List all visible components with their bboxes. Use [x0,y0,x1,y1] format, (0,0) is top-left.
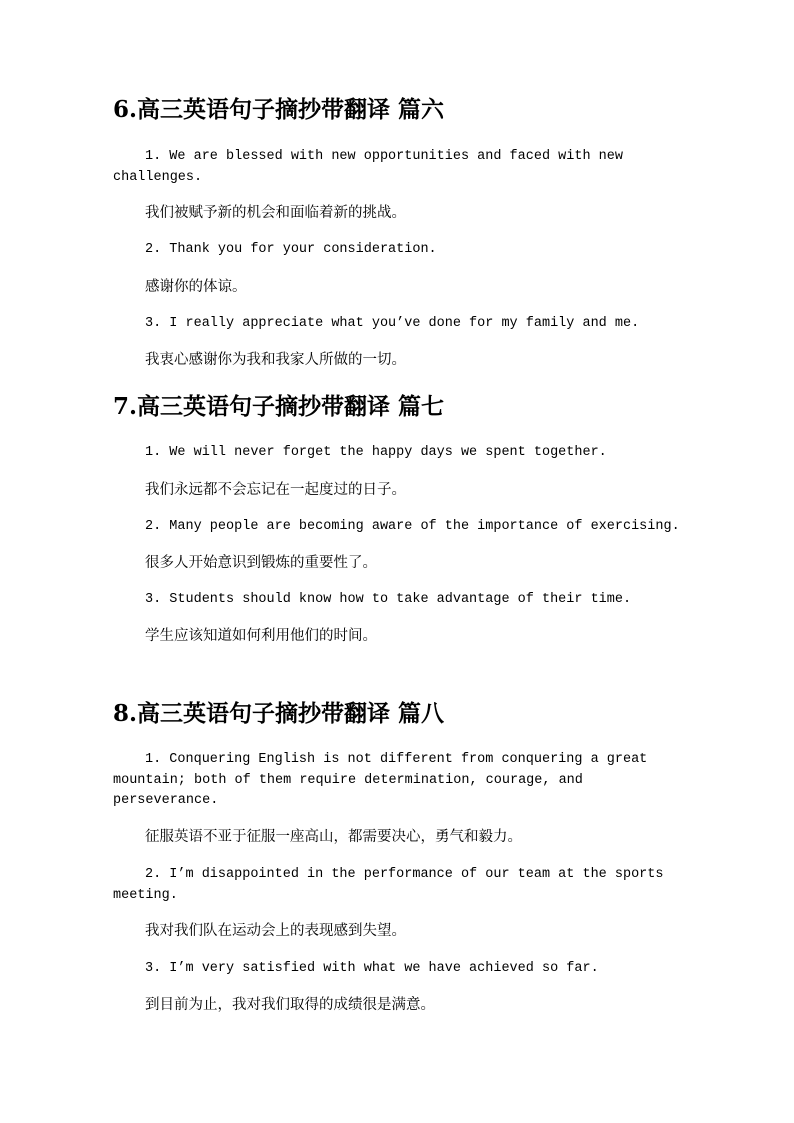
chinese-translation: 学生应该知道如何利用他们的时间。 [145,628,377,644]
english-sentence: 1. Conquering English is not different from conquering a great mountain; both of them require determination, courage, and perseverance. [113,752,648,808]
chinese-translation: 到目前为止，我对我们取得的成绩很是满意。 [145,997,435,1013]
english-sentence: 1. We will never forget the happy days we spent together. [145,445,607,460]
english-sentence: 3. I really appreciate what you’ve done for my family and me. [145,316,640,331]
section-heading: 8.高三英语句子摘抄带翻译 篇八 [113,700,445,727]
chinese-translation: 我们被赋予新的机会和面临着新的挑战。 [145,205,406,221]
chinese-translation: 征服英语不亚于征服一座高山，都需要决心，勇气和毅力。 [145,829,522,845]
english-sentence: 2. Many people are becoming aware of the importance of exercising. [145,519,680,534]
english-sentence: 3. I’m very satisfied with what we have achieved so far. [145,961,599,976]
chinese-translation: 我对我们队在运动会上的表现感到失望。 [145,923,406,939]
chinese-translation: 感谢你的体谅。 [145,279,247,295]
english-sentence: 2. Thank you for your consideration. [145,242,437,257]
chinese-translation: 很多人开始意识到锻炼的重要性了。 [145,555,377,571]
chinese-translation: 我们永远都不会忘记在一起度过的日子。 [145,482,406,498]
english-sentence: 2. I’m disappointed in the performance of our team at the sports meeting. [113,867,664,903]
section-heading: 6.高三英语句子摘抄带翻译 篇六 [113,96,445,123]
section-heading: 7.高三英语句子摘抄带翻译 篇七 [113,393,445,420]
english-sentence: 3. Students should know how to take advantage of their time. [145,592,632,607]
chinese-translation: 我衷心感谢你为我和我家人所做的一切。 [145,352,406,368]
english-sentence: 1. We are blessed with new opportunities and faced with new challenges. [113,149,623,185]
